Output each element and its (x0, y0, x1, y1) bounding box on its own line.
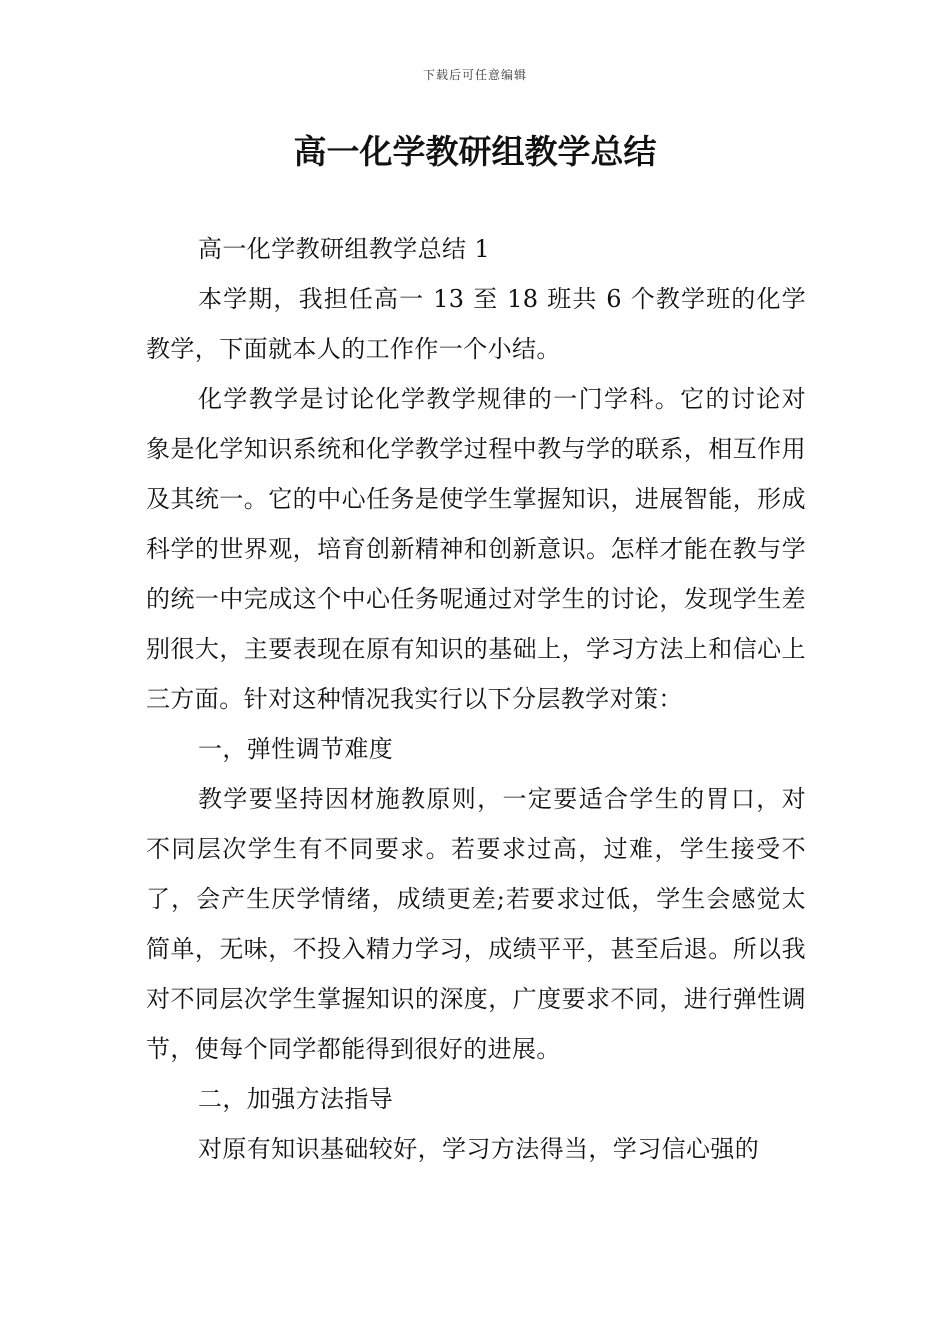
header-note: 下载后可任意编辑 (422, 68, 527, 82)
body-paragraph: 教学要坚持因材施教原则，一定要适合学生的胃口，对不同层次学生有不同要求。若要求过高，过难，学生接受不了，会产生厌学情绪，成绩更差;若要求过低，学生会感觉太简单，无味，不投入精力学习，成绩平平，甚至后退。所以我对不同层次学生掌握知识的深度，广度要求不同，进行弹性调节，使每个同学都能得到很好的进展。 (146, 785, 806, 1063)
document-title: 高一化学教研组教学总结 (293, 132, 657, 171)
subtitle-paragraph: 高一化学教研组教学总结 1 (198, 235, 491, 263)
section-heading-2: 二，加强方法指导 (198, 1085, 394, 1113)
section-heading-1: 一，弹性调节难度 (198, 735, 394, 763)
document-body (146, 224, 806, 1174)
intro-paragraph: 本学期，我担任高一 13 至 18 班共 6 个教学班的化学教学，下面就本人的工作作一个小结。 (146, 285, 806, 363)
body-paragraph: 化学教学是讨论化学教学规律的一门学科。它的讨论对象是化学知识系统和化学教学过程中教与学的联系，相互作用及其统一。它的中心任务是使学生掌握知识，进展智能，形成科学的世界观，培育创新精神和创新意识。怎样才能在教与学的统一中完成这个中心任务呢通过对学生的讨论，发现学生差别很大，主要表现在原有知识的基础上，学习方法上和信心上三方面。针对这种情况我实行以下分层教学对策： (146, 385, 806, 713)
body-paragraph: 对原有知识基础较好，学习方法得当，学习信心强的 (198, 1135, 760, 1163)
